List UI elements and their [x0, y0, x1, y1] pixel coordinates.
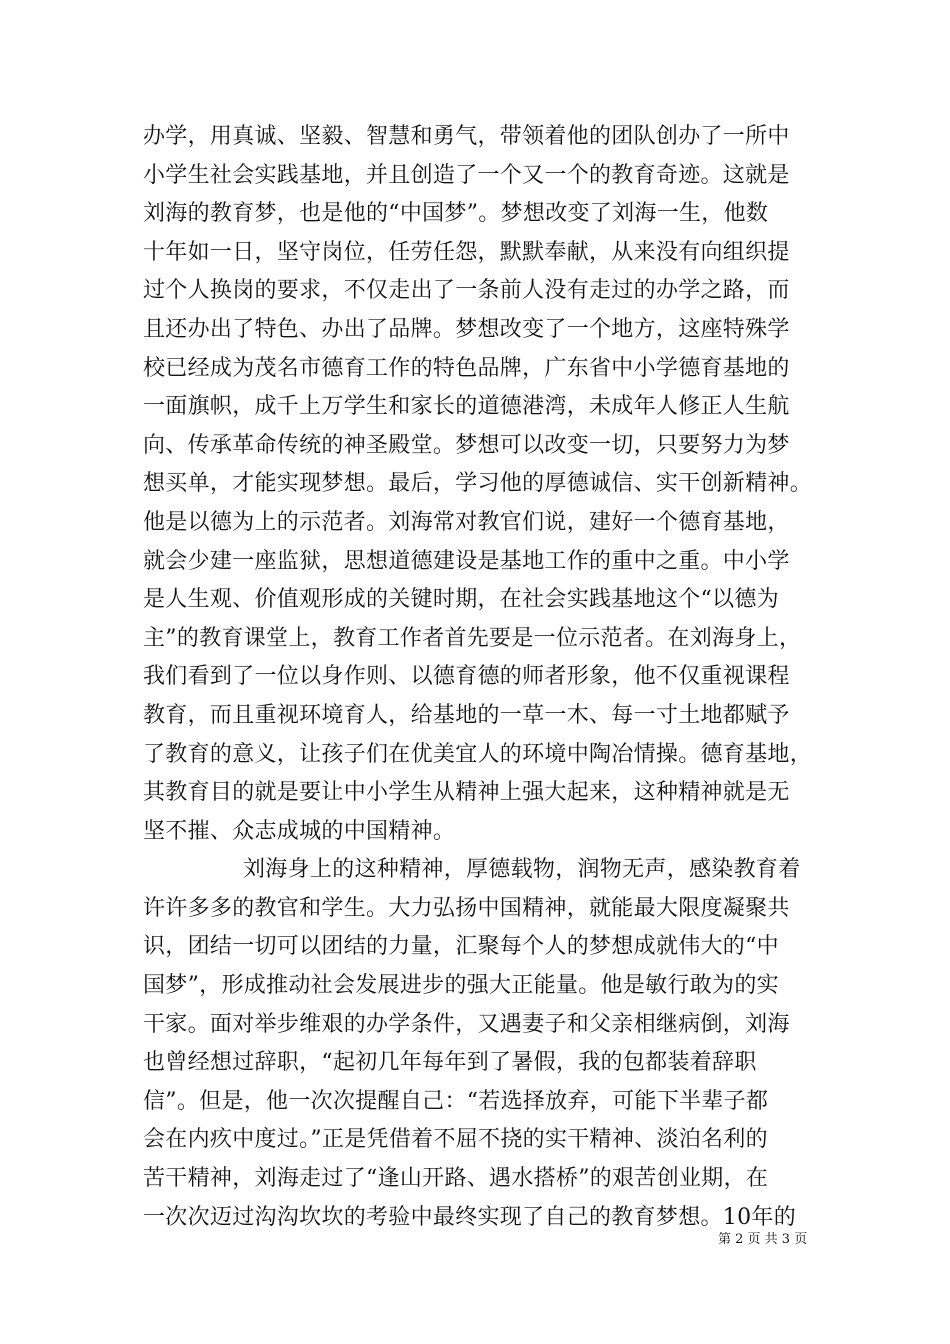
text-line: 也曾经想过辞职，“起初几年每年到了暑假，我的包都装着辞职	[143, 1050, 757, 1076]
text-line: 过个人换岗的要求，不仅走出了一条前人没有走过的办学之路，而	[143, 278, 790, 304]
text-line: 且还办出了特色、办出了品牌。梦想改变了一个地方，这座特殊学	[143, 316, 790, 342]
text-line: 就会少建一座监狱，思想道德建设是基地工作的重中之重。中小学	[143, 548, 790, 574]
text-line: 主”的教育课堂上，教育工作者首先要是一位示范者。在刘海身上，	[143, 625, 802, 651]
text-line: 我们看到了一位以身作则、以德育德的师者形象，他不仅重视课程	[143, 664, 790, 690]
text-line: 是人生观、价值观形成的关键时期，在社会实践基地这个“以德为	[143, 587, 779, 613]
text-line: 他是以德为上的示范者。刘海常对教官们说，建好一个德育基地，	[143, 509, 790, 535]
text-line: 小学生社会实践基地，并且创造了一个又一个的教育奇迹。这就是	[143, 162, 790, 188]
text-line: 干家。面对举步维艰的办学条件，又遇妻子和父亲相继病倒，刘海	[143, 1011, 790, 1037]
body-text	[143, 118, 823, 1237]
text-line: 坚不摧、众志成城的中国精神。	[143, 818, 456, 844]
page-number-footer: 第 2 页 共 3 页	[718, 1232, 808, 1247]
text-line: 识，团结一切可以团结的力量，汇聚每个人的梦想成就伟大的“中	[143, 934, 779, 960]
text-line: 想买单，才能实现梦想。最后，学习他的厚德诚信、实干创新精神。	[143, 471, 813, 497]
text-line: 一次次迈过沟沟坎坎的考验中最终实现了自己的教育梦想。10年的	[143, 1204, 796, 1230]
text-line: 办学，用真诚、坚毅、智慧和勇气，带领着他的团队创办了一所中	[143, 124, 790, 149]
paragraph-start-line: 刘海身上的这种精神，厚德载物，润物无声，感染教育着	[243, 857, 801, 883]
text-line: 刘海的教育梦，也是他的“中国梦”。梦想改变了刘海一生，他数	[143, 201, 769, 227]
text-line: 信”。但是，他一次次提醒自己：“若选择放弃，可能下半辈子都	[143, 1088, 769, 1114]
text-line: 校已经成为茂名市德育工作的特色品牌，广东省中小学德育基地的	[143, 355, 790, 381]
text-line: 其教育目的就是要让中小学生从精神上强大起来，这种精神就是无	[143, 780, 790, 806]
text-line: 教育，而且重视环境育人，给基地的一草一木、每一寸土地都赋予	[143, 702, 790, 728]
text-line: 了教育的意义，让孩子们在优美宜人的环境中陶冶情操。德育基地，	[143, 741, 813, 767]
text-line: 国梦”，形成推动社会发展进步的强大正能量。他是敏行敢为的实	[143, 973, 779, 999]
text-line: 会在内疚中度过。”正是凭借着不屈不挠的实干精神、淡泊名利的	[143, 1127, 768, 1153]
text-line: 十年如一日，坚守岗位，任劳任怨，默默奉献，从来没有向组织提	[143, 239, 790, 265]
text-line: 一面旗帜，成千上万学生和家长的道德港湾，未成年人修正人生航	[143, 394, 790, 420]
text-line: 许许多多的教官和学生。大力弘扬中国精神，就能最大限度凝聚共	[143, 895, 790, 921]
text-line: 向、传承革命传统的神圣殿堂。梦想可以改变一切，只要努力为梦	[143, 432, 790, 458]
text-line: 苦干精神，刘海走过了“逢山开路、遇水搭桥”的艰苦创业期，在	[143, 1166, 769, 1192]
